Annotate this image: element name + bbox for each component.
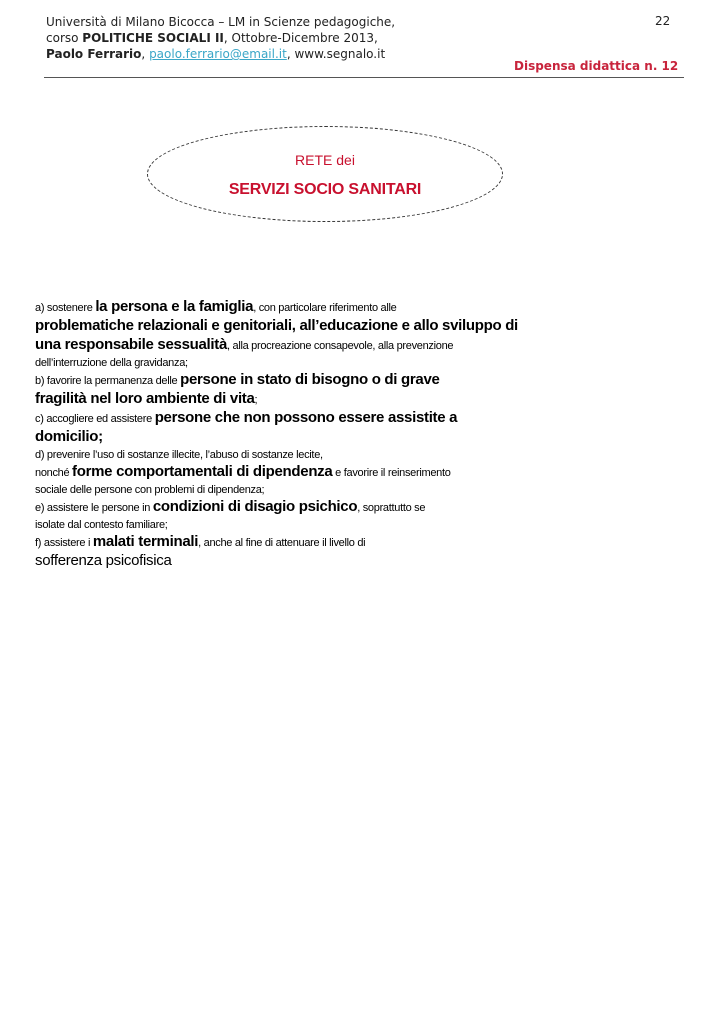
title-line-2: SERVIZI SOCIO SANITARI — [228, 181, 422, 198]
text-span: , anche al fine di attenuare il livello di — [198, 537, 366, 549]
text-bold: fragilità nel loro ambiente di vita — [35, 390, 255, 407]
text-span: nonché — [35, 467, 73, 479]
text-bold: domicilio; — [35, 428, 103, 445]
text-span: d) prevenire l’uso di sostanze illecite, l’abuso di sostanze lecite, — [35, 449, 323, 461]
header-course-name: POLITICHE SOCIALI II — [82, 31, 224, 45]
text-line — [35, 389, 685, 408]
text-line — [35, 408, 685, 427]
text-span: a) sostenere — [35, 302, 96, 314]
title-line-1: RETE dei — [295, 152, 355, 168]
text-line — [35, 427, 685, 446]
text-bold: condizioni di disagio psichico — [152, 498, 358, 515]
header-course-prefix: corso — [46, 31, 83, 45]
text-bold: persone che non possono essere assistite a — [154, 409, 458, 426]
text-span: , alla procreazione consapevole, alla prevenzione — [226, 340, 454, 352]
header-line-1: Università di Milano Bicocca – LM in Scienze pedagogiche, — [46, 15, 396, 29]
text-span: e favorire il reinserimento — [332, 467, 451, 479]
header-author: Paolo Ferrario — [46, 47, 142, 61]
text-line — [35, 370, 685, 389]
text-line — [35, 497, 685, 516]
text-bold: problematiche relazionali e genitoriali, all’educazione e allo sviluppo di — [35, 317, 518, 334]
header-divider — [44, 77, 684, 78]
text-bold: malati terminali — [92, 533, 199, 550]
text-bold: forme comportamentali di dipendenza — [72, 463, 333, 480]
text-span: c) accogliere ed assistere — [35, 413, 155, 425]
text-bold: la persona e la famiglia — [95, 298, 254, 315]
text-line — [35, 446, 685, 462]
text-span: f) assistere i — [35, 537, 93, 549]
text-line — [35, 297, 685, 316]
header-line-3 — [46, 46, 395, 62]
text-span: sofferenza psicofisica — [35, 552, 172, 569]
text-bold: persone in stato di bisogno o di grave — [180, 371, 440, 388]
text-bold: una responsabile sessualità — [35, 336, 227, 353]
page-header — [46, 14, 395, 62]
text-span: sociale delle persone con problemi di dipendenza; — [35, 484, 265, 496]
email-link[interactable]: paolo.ferrario@email.it — [149, 47, 287, 61]
page-number: 22 — [655, 14, 671, 28]
text-line — [35, 551, 685, 570]
dispensa-label: Dispensa didattica n. 12 — [514, 59, 679, 73]
text-line — [35, 335, 685, 354]
header-course-period: , Ottobre-Dicembre 2013, — [223, 31, 378, 45]
text-span: isolate dal contesto familiare; — [35, 519, 168, 531]
text-line — [35, 516, 685, 532]
text-span: e) assistere le persone in — [35, 502, 153, 514]
text-span: b) favorire la permanenza delle — [35, 375, 181, 387]
text-line — [35, 462, 685, 481]
header-line-2 — [46, 30, 395, 46]
header-separator: , — [141, 47, 150, 61]
text-line — [35, 354, 685, 370]
text-line — [35, 316, 685, 335]
text-span: dell’interruzione della gravidanza; — [35, 357, 188, 369]
text-span: ; — [254, 394, 258, 406]
header-website: , www.segnalo.it — [286, 47, 386, 61]
text-span: , soprattutto se — [357, 502, 426, 514]
body-text — [35, 297, 685, 570]
title-ellipse — [147, 126, 503, 222]
text-line — [35, 481, 685, 497]
text-line — [35, 532, 685, 551]
text-span: , con particolare riferimento alle — [253, 302, 397, 314]
